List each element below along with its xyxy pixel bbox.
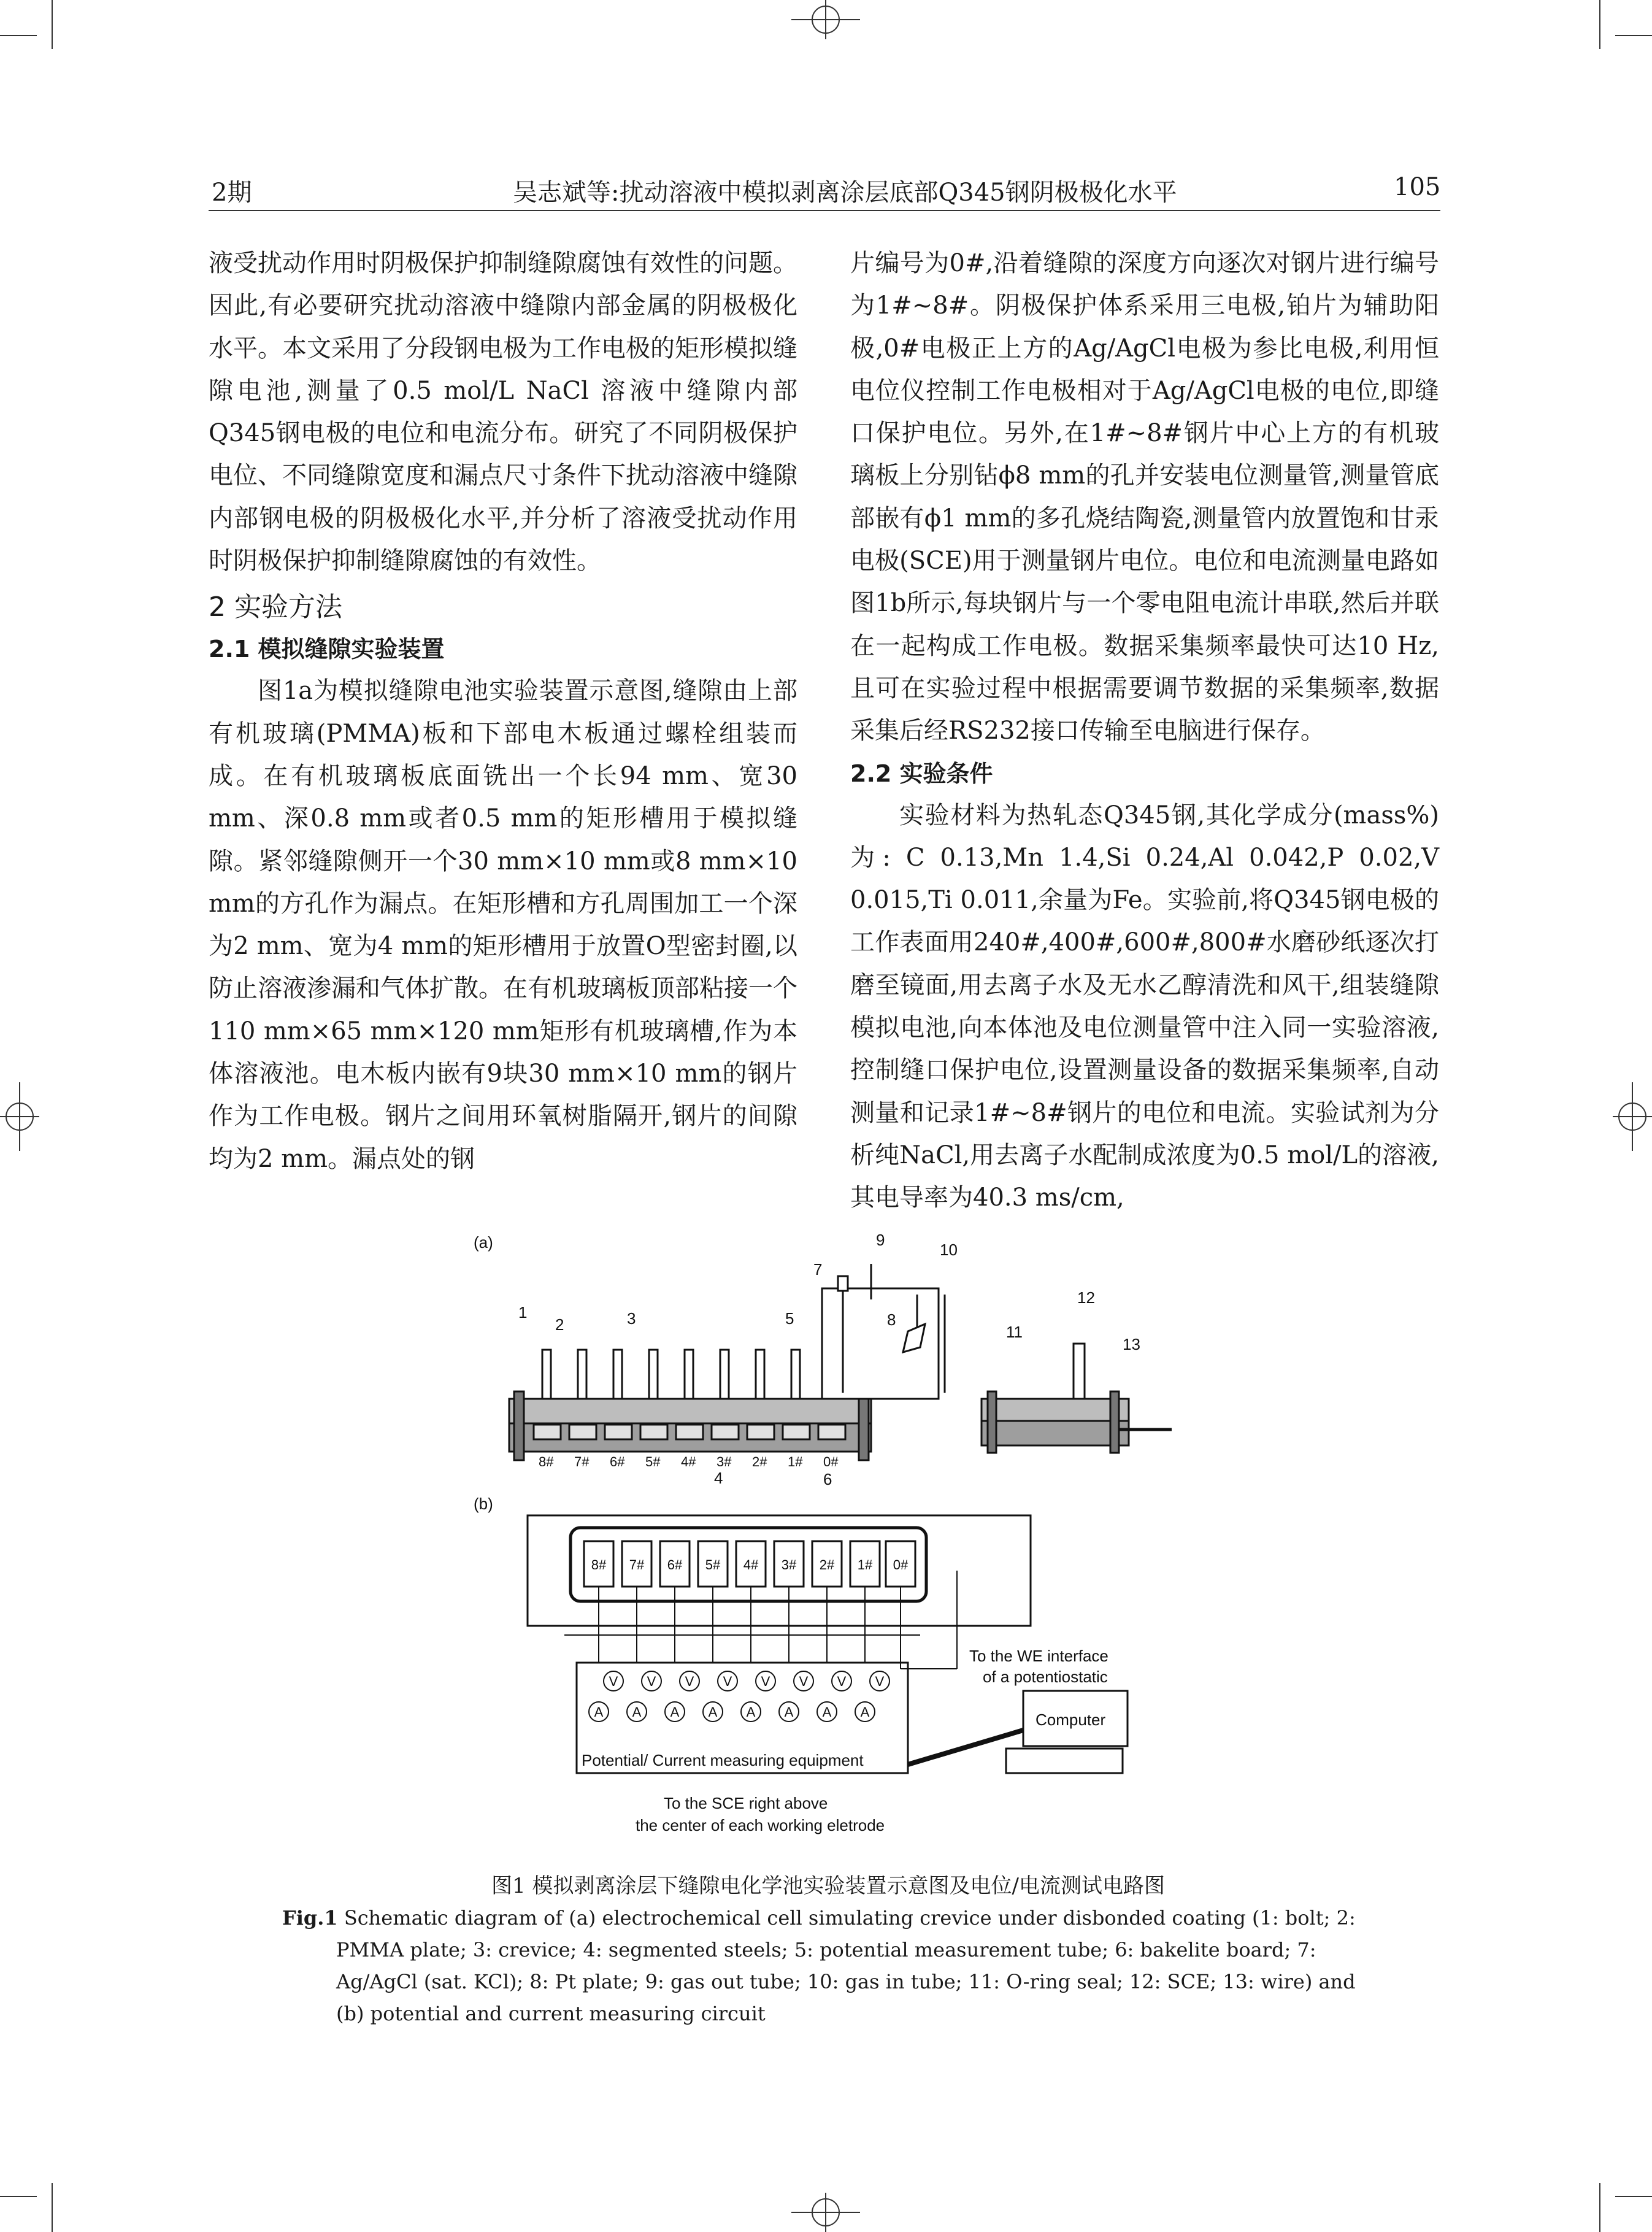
callout-7: 7 (813, 1260, 823, 1279)
callout-2: 2 (555, 1315, 564, 1334)
electrode-label-b: 0# (893, 1557, 909, 1572)
voltmeter-icon: V (875, 1674, 885, 1689)
voltmeter-icon: V (647, 1674, 656, 1689)
electrode-label-a: 2# (752, 1454, 767, 1469)
callout-9: 9 (876, 1231, 885, 1249)
ammeter-icon: A (822, 1704, 832, 1720)
voltmeter-icon: V (761, 1674, 770, 1689)
figure-caption-en (282, 1902, 1356, 2030)
figure-label: Fig.1 (282, 1906, 338, 1930)
panel-b-label: (b) (474, 1495, 493, 1513)
electrode-label-a: 8# (539, 1454, 554, 1469)
callout-3: 3 (627, 1309, 636, 1328)
ammeter-icon: A (746, 1704, 756, 1720)
sce-note: To the SCE right above (664, 1794, 828, 1812)
ammeter-icon: A (860, 1704, 870, 1720)
sce-note: the center of each working eletrode (636, 1816, 885, 1834)
paragraph: 实验材料为热轧态Q345钢,其化学成分(mass%)为: C 0.13,Mn 1.4,Si 0.24,Al 0.042,P 0.02,V 0.015,Ti 0.011,余量为Fe。实验前,将Q345钢电极的工作表面用240#,400#,600#,800#水磨砂纸逐次打磨至镜面,用去离子水及无水乙醇清洗和风干,组装缝隙模拟电池,向本体池及电位测量管中注入同一实验溶液,控制缝口保护电位,设置测量设备的数据采集频率,自动测量和记录1#~8#钢片的电位和电流。实验试剂为分析纯NaCl,用去离子水配制成浓度为0.5 mol/L的溶液, 其电导率为40.3 ms/cm, (850, 801, 1439, 1212)
callout-13: 13 (1123, 1335, 1140, 1353)
segmented-steels (534, 1425, 845, 1439)
electrode-label-a: 1# (788, 1454, 803, 1469)
header-rule (209, 210, 1440, 211)
electrode-label-b: 7# (629, 1557, 645, 1572)
we-interface-label: To the WE interface (969, 1647, 1108, 1665)
callout-6: 6 (823, 1470, 832, 1488)
section-heading: 2 实验方法 (209, 591, 342, 623)
electrode-label-b: 4# (743, 1557, 759, 1572)
callout-11: 11 (1006, 1323, 1023, 1341)
figure-caption-text: Schematic diagram of (a) electrochemical cell simulating crevice under disbonded coating (1: bolt; 2: PMMA plate; 3: crevice; 4: segmented steels; 5: potential measurement tube; 6: bakelite board; 7: Ag/AgCl (sat. KCl); 8: Pt plate; 9: gas out tube; 10: gas in tube; 11: O-ring seal; 12: SCE; 13: wire) and (b) potential and current measuring circuit (336, 1906, 1356, 2025)
subsection-heading: 2.1 模拟缝隙实验装置 (209, 636, 445, 663)
equipment-label: Potential/ Current measuring equipment (582, 1751, 864, 1769)
voltmeter-icon: V (685, 1674, 694, 1689)
voltmeter-icon: V (799, 1674, 809, 1689)
voltmeter-icon: V (609, 1674, 618, 1689)
voltmeter-icon: V (837, 1674, 847, 1689)
we-interface-label: of a potentiostatic (983, 1668, 1108, 1686)
ammeter-icon: A (784, 1704, 794, 1720)
running-title: 吴志斌等:扰动溶液中模拟剥离涂层底部Q345钢阴极极化水平 (513, 179, 1177, 207)
callout-1: 1 (518, 1303, 528, 1322)
paragraph: 片编号为0#,沿着缝隙的深度方向逐次对钢片进行编号为1#~8#。阴极保护体系采用三电极,铂片为辅助阳极,0#电极正上方的Ag/AgCl电极为参比电极,利用恒电位仪控制工作电极相对于Ag/AgCl电极的电位,即缝口保护电位。另外,在1#~8#钢片中心上方的有机玻璃板上分别钻ϕ8 mm的孔并安装电位测量管,测量管底部嵌有ϕ1 mm的多孔烧结陶瓷,测量管内放置饱和甘汞电极(SCE)用于测量钢片电位。电位和电流测量电路如图1b所示,每块钢片与一个零电阻电流计串联,然后并联在一起构成工作电极。数据采集频率最快可达10 Hz,且可在实验过程中根据需要调节数据的采集频率,数据采集后经RS232接口传输至电脑进行保存。 (850, 249, 1439, 745)
electrode-label-b: 1# (857, 1557, 873, 1572)
paragraph: 图1a为模拟缝隙电池实验装置示意图,缝隙由上部有机玻璃(PMMA)板和下部电木板通过螺栓组装而成。在有机玻璃板底面铣出一个长94 mm、宽30 mm、深0.8 mm或者0.5 mm的矩形槽用于模拟缝隙。紧邻缝隙侧开一个30 mm×10 mm或8 mm×10 mm的方孔作为漏点。在矩形槽和方孔周围加工一个深为2 mm、宽为4 mm的矩形槽用于放置O型密封圈,以防止溶液渗漏和气体扩散。在有机玻璃板顶部粘接一个110 mm×65 mm×120 mm矩形有机玻璃槽,作为本体溶液池。电木板内嵌有9块30 mm×10 mm的钢片作为工作电极。钢片之间用环氧树脂隔开,钢片的间隙均为2 mm。漏点处的钢 (209, 677, 797, 1173)
ammeter-icon: A (632, 1704, 642, 1720)
subsection-heading: 2.2 实验条件 (850, 760, 993, 787)
electrode-label-a: 0# (823, 1454, 839, 1469)
electrode-label-b: 5# (705, 1557, 721, 1572)
callout-4: 4 (714, 1469, 723, 1487)
ammeter-icon: A (708, 1704, 718, 1720)
left-column (209, 242, 797, 1180)
electrode-label-a: 3# (717, 1454, 732, 1469)
callout-8: 8 (887, 1310, 896, 1329)
cell-schematic (509, 1264, 1172, 1460)
electrode-label-b: 8# (591, 1557, 607, 1572)
issue-number: 2期 (212, 179, 252, 207)
callout-5: 5 (785, 1309, 794, 1328)
ammeter-icon: A (670, 1704, 680, 1720)
ammeter-icon: A (594, 1704, 604, 1720)
right-column (850, 242, 1439, 1220)
callout-12: 12 (1077, 1288, 1095, 1307)
computer-label: Computer (1035, 1711, 1106, 1729)
measurement-tubes (542, 1350, 800, 1399)
electrode-label-b: 6# (667, 1557, 683, 1572)
circuit-diagram (528, 1515, 1128, 1773)
panel-a-label: (a) (474, 1233, 493, 1252)
electrode-label-a: 5# (645, 1454, 661, 1469)
callout-10: 10 (940, 1241, 958, 1259)
voltmeter-icon: V (723, 1674, 732, 1689)
electrode-label-a: 6# (610, 1454, 625, 1469)
electrode-label-a: 4# (681, 1454, 696, 1469)
electrode-label-b: 3# (781, 1557, 797, 1572)
figure-1 (466, 1227, 1190, 1853)
electrode-label-a: 7# (574, 1454, 590, 1469)
paragraph: 液受扰动作用时阴极保护抑制缝隙腐蚀有效性的问题。因此,有必要研究扰动溶液中缝隙内部金属的阴极极化水平。本文采用了分段钢电极为工作电极的矩形模拟缝隙电池,测量了0.5 mol/L NaCl 溶液中缝隙内部Q345钢电极的电位和电流分布。研究了不同阴极保护电位、不同缝隙宽度和漏点尺寸条件下扰动溶液中缝隙内部钢电极的阴极极化水平,并分析了溶液受扰动作用时阴极保护抑制缝隙腐蚀的有效性。 (209, 249, 797, 575)
electrode-label-b: 2# (819, 1557, 835, 1572)
figure-caption-zh: 图1 模拟剥离涂层下缝隙电化学池实验装置示意图及电位/电流测试电路图 (491, 1874, 1165, 1898)
page-number: 105 (1394, 173, 1441, 201)
